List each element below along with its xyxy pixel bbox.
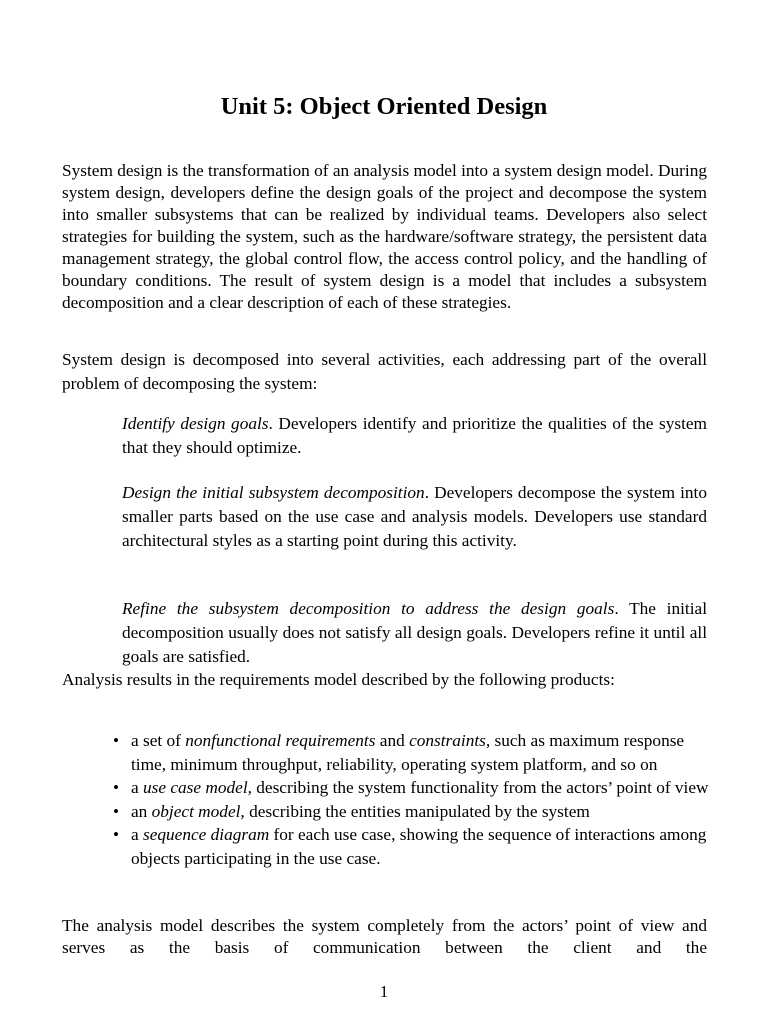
products-list (113, 729, 713, 870)
activity-term: Refine the subsystem decomposition to address the design goals (122, 599, 615, 618)
bullet-icon: • (113, 778, 120, 797)
activity-term: Identify design goals (122, 414, 269, 433)
analysis-model-paragraph: The analysis model describes the system completely from the actors’ point of view and serves as the basis of communication between the client and the (62, 916, 707, 957)
list-item: • a sequence diagram for each use case, showing the sequence of interactions among objects participating in the use case. (113, 825, 707, 868)
activity-item (122, 412, 707, 460)
activities-intro-paragraph: System design is decomposed into several activities, each addressing part of the overall problem of decomposing the system: (62, 350, 707, 393)
bullet-icon: • (113, 731, 120, 750)
page-title: Unit 5: Object Oriented Design (220, 93, 548, 120)
page-number: 1 (379, 982, 389, 1001)
intro-paragraph: System design is the transformation of an analysis model into a system design model. During system design, developers define the design goals of the project and decompose the system into smaller subsystems that can be realized by individual teams. Developers also select strategies for building the system, such as the hardware/software strategy, the persistent data management strategy, the global control flow, the access control policy, and the handling of boundary conditions. The result of system design is a model that includes a subsystem decomposition and a clear description of each of these strategies. (62, 161, 707, 312)
list-item: • an object model, describing the entities manipulated by the system (113, 800, 713, 824)
analysis-results-paragraph: Analysis results in the requirements model described by the following products: (62, 670, 615, 689)
bullet-icon: • (113, 825, 120, 844)
activity-item (122, 481, 707, 553)
list-item: • a set of nonfunctional requirements and constraints, such as maximum response time, minimum throughput, reliability, operating system platform, and so on (113, 731, 685, 774)
activity-item (122, 597, 707, 669)
activity-term: Design the initial subsystem decomposition (122, 483, 425, 502)
list-item: • a use case model, describing the system functionality from the actors’ point of view (113, 776, 713, 800)
activity-text: . Developers identify and prioritize the qualities of the system that they should optimize. (122, 414, 707, 457)
activity-text: . Developers decompose the system into smaller parts based on the use case and analysis models. Developers use standard architectural styles as a starting point during this activity. (122, 483, 708, 550)
bullet-icon: • (113, 801, 120, 821)
activity-text: . The initial decomposition usually does not satisfy all design goals. Developers refine it until all goals are satisfied. (122, 599, 707, 666)
